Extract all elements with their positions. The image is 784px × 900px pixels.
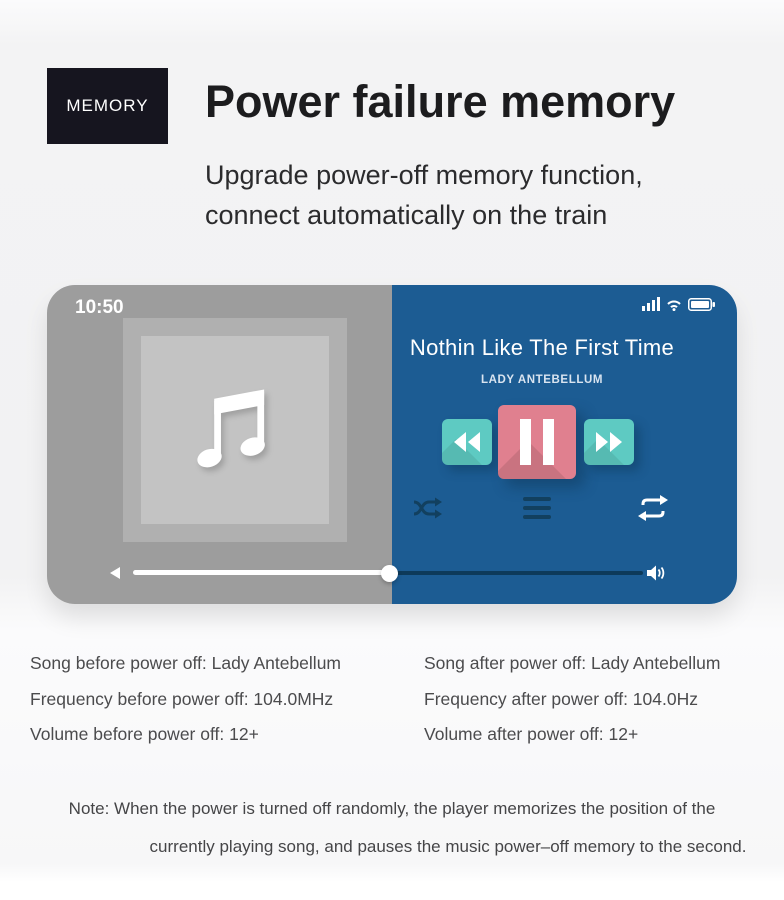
footnote-line-1: Note: When the power is turned off randomly, the player memorizes the position of the xyxy=(68,799,716,818)
clock: 10:50 xyxy=(75,297,124,318)
pause-icon xyxy=(520,419,554,465)
volume-track-remaining[interactable] xyxy=(390,571,643,575)
artist-name: LADY ANTEBELLUM xyxy=(480,374,604,386)
wifi-icon xyxy=(666,298,682,311)
signal-icon xyxy=(642,297,660,311)
speaker-low-icon xyxy=(110,567,120,579)
subtitle-line-1: Upgrade power-off memory function, xyxy=(205,160,643,190)
battery-icon xyxy=(688,298,715,311)
before-volume: Volume before power off: 12+ xyxy=(30,724,259,744)
speaker-volume-icon xyxy=(646,564,666,582)
after-volume: Volume after power off: 12+ xyxy=(424,724,639,744)
album-art xyxy=(123,318,347,542)
fast-forward-button[interactable] xyxy=(584,419,634,465)
page-title: Power failure memory xyxy=(205,76,676,127)
fast-forward-icon xyxy=(595,432,623,452)
playlist-button[interactable] xyxy=(522,495,552,521)
music-note-icon xyxy=(183,378,287,482)
shuffle-button[interactable] xyxy=(411,495,445,521)
playlist-icon xyxy=(523,497,551,519)
song-title: Nothin Like The First Time xyxy=(409,335,675,360)
page-subtitle xyxy=(205,155,643,235)
rewind-button[interactable] xyxy=(442,419,492,465)
subtitle-line-2: connect automatically on the train xyxy=(205,200,608,230)
player-before-half xyxy=(47,285,392,604)
repeat-icon xyxy=(637,495,669,521)
player-after-half xyxy=(392,285,737,604)
album-art-inner xyxy=(141,336,329,524)
volume-slider-thumb[interactable] xyxy=(381,565,398,582)
volume-track-filled[interactable] xyxy=(133,570,390,575)
after-song: Song after power off: Lady Antebellum xyxy=(424,653,721,673)
after-column xyxy=(424,646,720,753)
rewind-icon xyxy=(453,432,481,452)
before-frequency: Frequency before power off: 104.0MHz xyxy=(30,688,334,709)
footnote xyxy=(0,790,784,866)
memory-badge xyxy=(47,68,168,144)
before-column xyxy=(30,646,341,753)
after-frequency: Frequency after power off: 104.0Hz xyxy=(424,688,698,709)
shuffle-icon xyxy=(412,496,444,520)
music-player-panel xyxy=(47,285,737,604)
status-bar xyxy=(642,297,715,311)
before-song: Song before power off: Lady Antebellum xyxy=(30,653,342,673)
pause-button[interactable] xyxy=(498,405,576,479)
memory-badge-label: MEMORY xyxy=(66,96,149,115)
footnote-line-2: currently playing song, and pauses the music power–off memory to the second. xyxy=(149,837,747,856)
repeat-button[interactable] xyxy=(636,495,670,521)
